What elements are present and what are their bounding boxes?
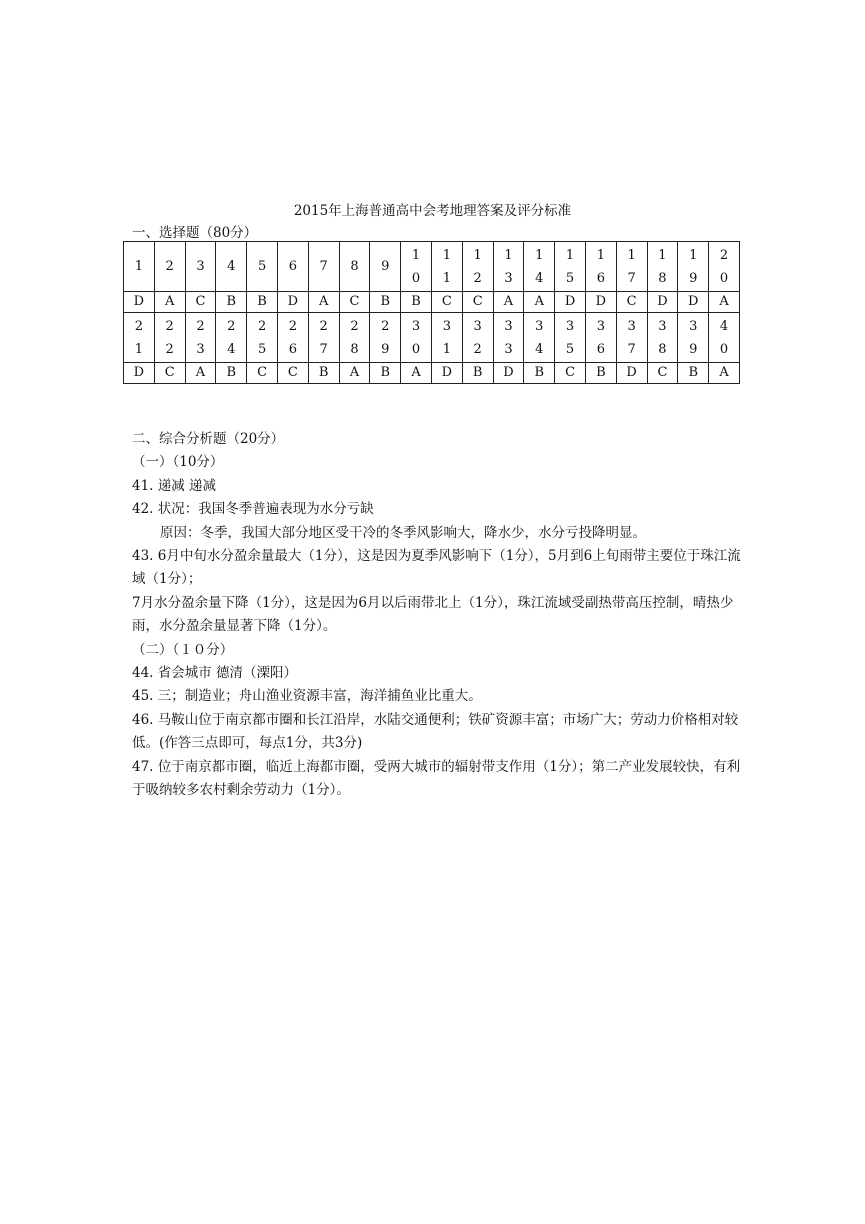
answer-line: 47. 位于南京都市圈，临近上海都市圈，受两大城市的辐射带支作用（1分）；第二产业发展较快，有利于吸纳较多农村剩余劳动力（1分）。 [132,758,741,799]
question-number-digit: 1 [442,270,451,286]
question-number-cell [585,242,616,292]
question-number-digit: 5 [257,341,267,357]
question-number-digit: 6 [596,341,605,357]
question-number-digit: 1 [658,247,667,263]
question-number-cell [616,242,647,292]
question-number-digit: 8 [350,341,359,357]
question-number-cell [431,313,462,363]
question-number-digit: 2 [288,318,298,334]
question-number-digit: 3 [565,318,575,334]
question-number-digit: 0 [719,341,729,357]
answer-line: 45. 三；制造业；舟山渔业资源丰富，海洋捕鱼业比重大。 [132,688,482,705]
answer-line: 7月水分盈余量下降（1分），这是因为6月以后雨带北上（1分），珠江流域受副热带高压控制，晴热少雨，水分盈余量显著下降（1分）。 [132,594,734,635]
answer-cell: C [339,292,370,313]
question-number-digit: 4 [535,341,544,357]
question-number-cell [678,313,709,363]
question-number-cell [185,313,216,363]
question-number-digit: 3 [535,318,544,334]
question-number-digit: 5 [257,259,267,274]
question-number-cell [308,313,339,363]
question-number-digit: 7 [627,270,636,286]
question-number-cell [370,313,401,363]
question-number-cell [247,313,278,363]
question-number-digit: 3 [473,318,482,334]
question-number-digit: 4 [227,341,236,357]
answer-line: 44. 省会城市 德清（溧阳） [132,665,298,682]
answer-line: 41. 递减 递减 [132,477,217,494]
question-number-cell [647,242,678,292]
question-number-digit: 9 [689,270,698,286]
question-number-digit: 2 [165,259,174,274]
question-number-cell [401,242,432,292]
question-number-digit: 2 [350,318,359,334]
question-number-digit: 1 [442,247,451,263]
question-number-digit: 3 [658,318,667,334]
question-number-cell [616,313,647,363]
question-number-digit: 1 [627,247,636,263]
question-number-cell [709,242,740,292]
question-number-digit: 2 [196,318,205,334]
page-title: 2015年上海普通高中会考地理答案及评分标准 [293,203,572,219]
question-number-digit: 5 [565,341,575,357]
question-number-cell [247,242,278,292]
question-number-digit: 1 [442,341,451,357]
question-number-cell [709,313,740,363]
question-number-digit: 2 [473,270,482,286]
question-number-digit: 9 [381,259,390,274]
question-number-digit: 3 [442,318,451,334]
question-number-cell [647,313,678,363]
question-number-digit: 8 [658,270,667,286]
analysis-answers [132,428,742,803]
question-number-digit: 0 [411,341,421,357]
answer-cell: C [185,292,216,313]
answer-cell: A [154,292,185,313]
question-number-digit: 6 [288,341,298,357]
question-number-digit: 9 [381,341,390,357]
answer-cell: B [247,292,278,313]
question-number-digit: 8 [658,341,667,357]
question-number-cell [154,242,185,292]
question-number-cell [401,313,432,363]
question-number-digit: 2 [381,318,390,334]
answer-cell: C [462,292,493,313]
question-number-digit: 3 [596,318,605,334]
answer-cell: A [339,363,370,384]
question-number-cell [555,313,586,363]
question-number-digit: 2 [473,341,482,357]
question-number-cell [678,242,709,292]
answer-line: （一）（10分） [132,454,224,471]
question-number-digit: 7 [319,341,328,357]
answer-cell: D [678,292,709,313]
question-number-digit: 6 [288,259,298,274]
answer-cell: B [370,292,401,313]
question-number-cell [462,313,493,363]
answer-cell: D [277,292,308,313]
question-number-digit: 3 [196,259,205,274]
answer-cell: C [277,363,308,384]
answer-cell: D [124,363,155,384]
question-number-cell [339,313,370,363]
answer-cell: C [431,292,462,313]
answer-cell: B [216,292,247,313]
question-number-digit: 2 [165,341,174,357]
answer-cell: D [585,292,616,313]
question-number-digit: 1 [689,247,698,263]
answer-cell: C [154,363,185,384]
question-number-digit: 1 [411,247,421,263]
answer-line: 42. 状况：我国冬季普遍表现为水分亏缺 [132,501,374,518]
answer-cell: A [709,363,740,384]
answer-line: （二）（１０分） [132,641,234,658]
question-number-row [124,313,740,363]
question-number-digit: 3 [411,318,421,334]
question-number-digit: 3 [504,270,513,286]
question-number-cell [124,313,155,363]
question-number-digit: 1 [473,247,482,263]
answer-line: 43. 6月中旬水分盈余量最大（1分），这是因为夏季风影响下（1分），5月到6上旬雨带主要位于珠江流域（1分）； [132,548,741,588]
answer-cell: D [647,292,678,313]
answer-cell: B [585,363,616,384]
question-number-cell [216,242,247,292]
question-number-digit: 0 [719,270,729,286]
question-number-digit: 3 [504,341,513,357]
answer-cell: A [185,363,216,384]
question-number-digit: 9 [689,341,698,357]
answer-cell: A [524,292,555,313]
question-number-cell [216,313,247,363]
question-number-cell [277,313,308,363]
answer-cell: C [247,363,278,384]
question-number-cell [493,313,524,363]
question-number-digit: 3 [196,341,205,357]
question-number-digit: 4 [719,318,729,334]
question-number-digit: 2 [319,318,328,334]
question-number-cell [462,242,493,292]
answer-cell: B [678,363,709,384]
question-number-digit: 4 [227,259,236,274]
question-number-cell [124,242,155,292]
question-number-cell [185,242,216,292]
question-number-digit: 4 [535,270,544,286]
section-heading-choice: 一、选择题（80分） [132,225,258,241]
question-number-digit: 7 [319,259,328,274]
answer-cell: C [555,363,586,384]
answer-cell: B [524,363,555,384]
question-number-digit: 1 [596,247,605,263]
answer-table [123,241,740,384]
question-number-cell [493,242,524,292]
answer-cell: D [431,363,462,384]
answer-cell: C [647,363,678,384]
question-number-digit: 7 [627,341,636,357]
question-number-digit: 5 [565,270,575,286]
question-number-cell [555,242,586,292]
answer-cell: D [555,292,586,313]
question-number-digit: 8 [350,259,359,274]
question-number-digit: 1 [565,247,575,263]
answer-cell: A [493,292,524,313]
answer-line: 原因：冬季，我国大部分地区受干冷的冬季风影响大，降水少，水分亏投降明显。 [160,524,646,541]
answer-cell: C [616,292,647,313]
question-number-cell [370,242,401,292]
answer-cell: B [401,292,432,313]
question-number-digit: 6 [596,270,605,286]
answer-line: 二、综合分析题（20分） [132,431,285,447]
question-number-digit: 3 [504,318,513,334]
answer-cell: B [370,363,401,384]
answer-cell: A [308,292,339,313]
question-number-digit: 2 [719,247,729,263]
question-number-digit: 2 [134,318,144,334]
answer-cell: A [709,292,740,313]
question-number-digit: 2 [257,318,267,334]
answer-row [124,292,740,313]
question-number-cell [431,242,462,292]
answer-cell: B [308,363,339,384]
question-number-digit: 1 [535,247,544,263]
question-number-digit: 2 [165,318,174,334]
question-number-digit: 2 [227,318,236,334]
answer-cell: D [493,363,524,384]
question-number-digit: 3 [689,318,698,334]
question-number-cell [524,242,555,292]
answer-cell: A [401,363,432,384]
answer-row [124,363,740,384]
question-number-row [124,242,740,292]
question-number-cell [277,242,308,292]
question-number-cell [585,313,616,363]
question-number-digit: 0 [411,270,421,286]
answer-cell: B [216,363,247,384]
answer-line: 46. 马鞍山位于南京都市圈和长江沿岸，水陆交通便利；铁矿资源丰富；市场广大；劳动力价格相对较低。(作答三点即可，每点1分，共3分) [132,711,739,752]
question-number-digit: 3 [627,318,636,334]
answer-cell: B [462,363,493,384]
question-number-cell [308,242,339,292]
answer-cell: D [616,363,647,384]
question-number-digit: 1 [504,247,513,263]
question-number-digit: 1 [134,341,144,357]
answer-cell: D [124,292,155,313]
question-number-cell [154,313,185,363]
question-number-cell [339,242,370,292]
question-number-digit: 1 [134,259,144,274]
question-number-cell [524,313,555,363]
